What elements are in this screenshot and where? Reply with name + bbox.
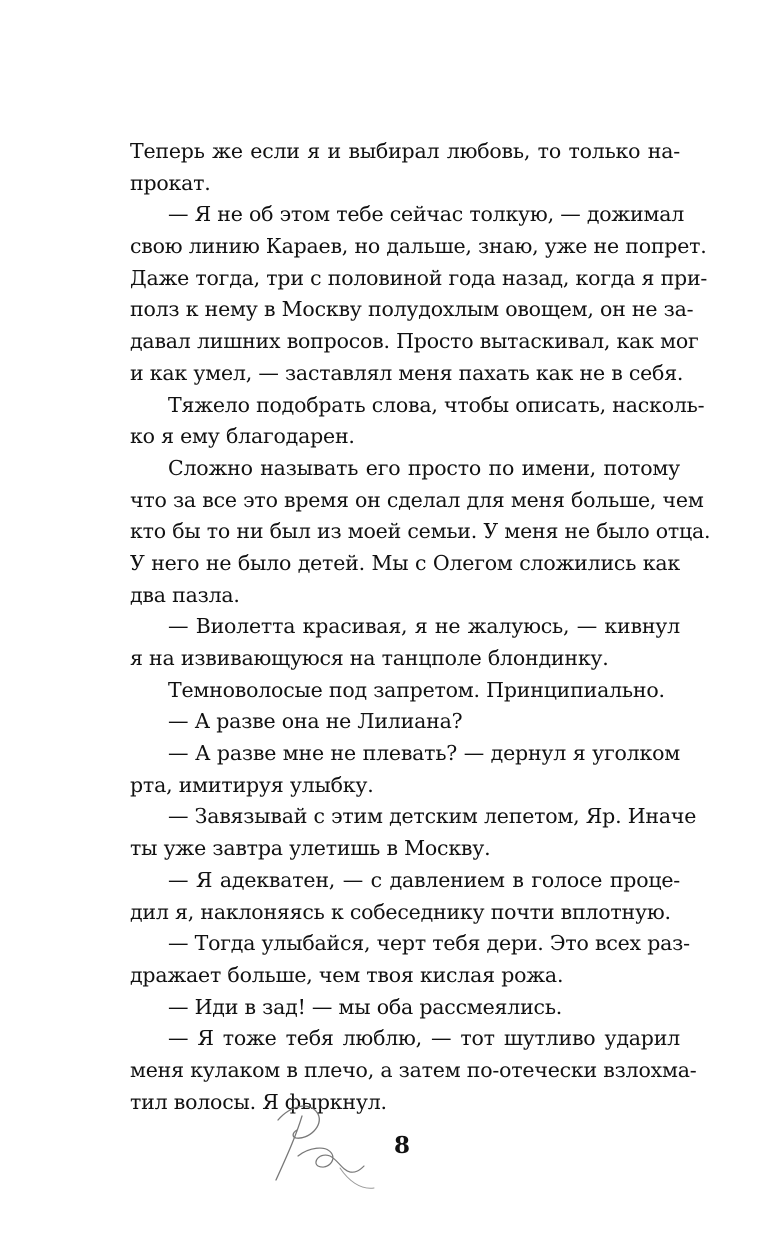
text-line: — Я адекватен, — с давлением в голосе проце- [168, 867, 680, 892]
text-line: ты уже завтра улетишь в Москву. [130, 836, 491, 861]
text-line: У него не было детей. Мы с Олегом сложились как [130, 550, 680, 575]
text-line: — Иди в зад! — мы оба рассмеялись. [168, 994, 563, 1019]
text-line: — Я не об этом тебе сейчас толкую, — дожимал [168, 202, 685, 227]
text-line: — Завязывай с этим детским лепетом, Яр. Иначе [168, 804, 697, 829]
text-line: свою линию Караев, но дальше, знаю, уже не попрет. [130, 234, 707, 259]
text-line: два пазла. [130, 582, 240, 607]
text-line: рта, имитируя улыбку. [130, 772, 374, 797]
text-line: — Я тоже тебя люблю, — тот шутливо ударил [168, 1026, 680, 1051]
text-line: я на извивающуюся на танцполе блондинку. [130, 646, 609, 670]
text-line: полз к нему в Москву полудохлым овощем, он не за- [130, 297, 694, 322]
text-line: Теперь же если я и выбирал любовь, то только на- [130, 139, 680, 163]
text-line: ко я ему благодарен. [130, 424, 355, 449]
text-line: меня кулаком в плечо, а затем по-отечески взлохма- [130, 1057, 697, 1082]
text-line: — А разве она не Лилиана? [168, 709, 463, 734]
text-line: тил волосы. Я фыркнул. [130, 1089, 387, 1114]
text-line: прокат. [130, 170, 211, 195]
text-line: кто бы то ни был из моей семьи. У меня не было отца. [130, 519, 711, 544]
text-line: дил я, наклоняясь к собеседнику почти вплотную. [130, 899, 671, 924]
text-line: Сложно называть его просто по имени, потому [168, 455, 680, 480]
text-line: давал лишних вопросов. Просто вытаскивал, как мог [130, 329, 699, 354]
text-line: и как умел, — заставлял меня пахать как не в себя. [130, 360, 684, 385]
publisher-logo-icon [268, 1100, 378, 1195]
text-line: Даже тогда, три с половиной года назад, когда я при- [130, 265, 708, 290]
page-number: 8 [394, 1132, 411, 1159]
text-line: Тяжело подобрать слова, чтобы описать, насколь- [168, 392, 705, 417]
text-line: — Тогда улыбайся, черт тебя дери. Это всех раз- [168, 931, 690, 956]
text-line: — А разве мне не плевать? — дернул я уголком [168, 741, 680, 766]
text-line: что за все это время он сделал для меня больше, чем [130, 487, 704, 512]
text-line: Темноволосые под запретом. Принципиально. [168, 677, 665, 702]
text-line: — Виолетта красивая, я не жалуюсь, — кивнул [168, 614, 680, 639]
text-line: дражает больше, чем твоя кислая рожа. [130, 962, 564, 987]
page-text [130, 136, 711, 1118]
